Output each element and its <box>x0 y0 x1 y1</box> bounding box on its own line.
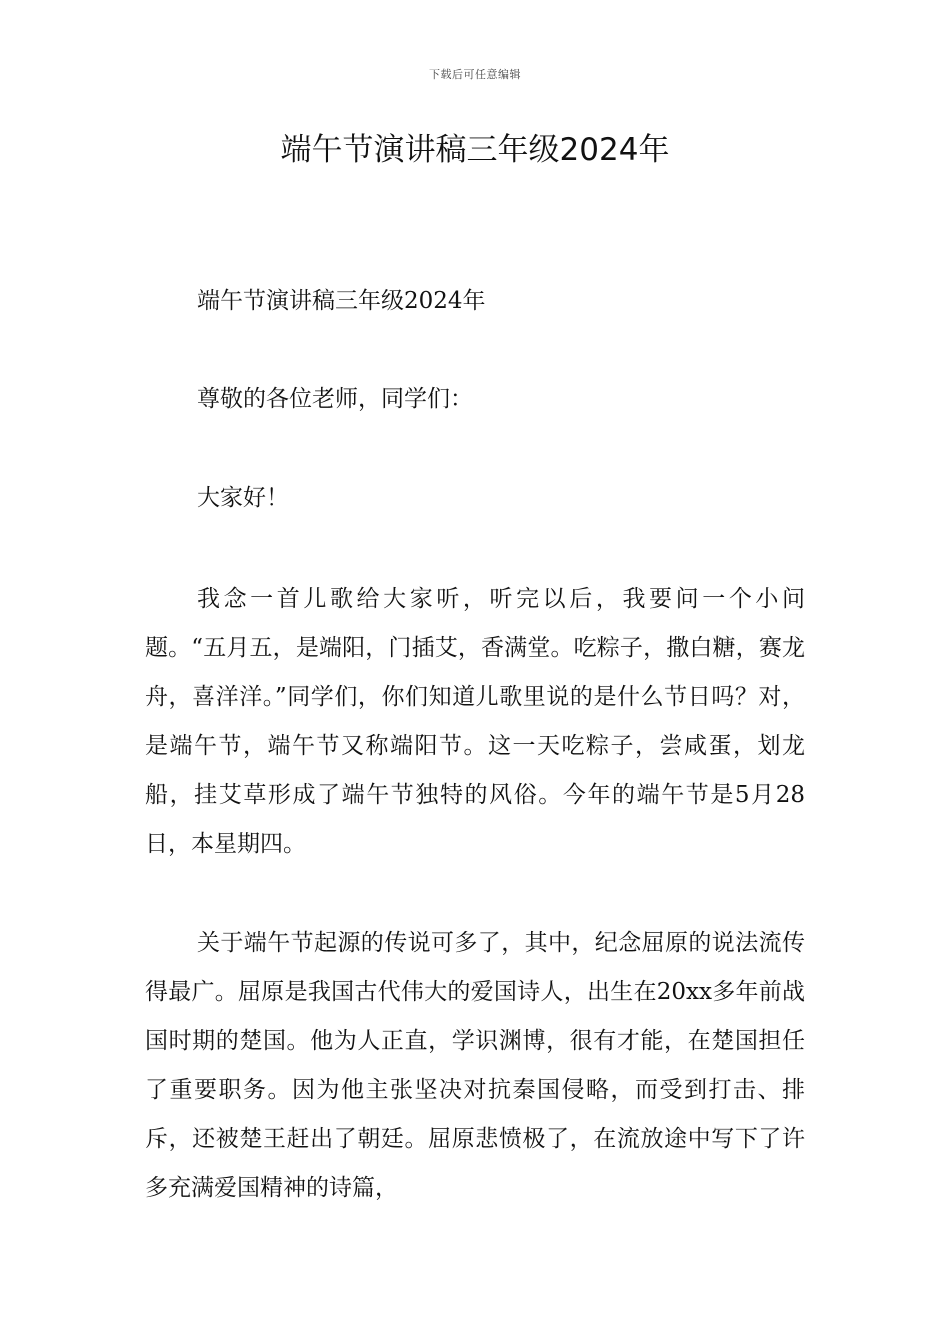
paragraph-nursery-rhyme: 我念一首儿歌给大家听，听完以后，我要问一个小问题。“五月五，是端阳，门插艾，香满堂。吃粽子，撒白糖，赛龙舟，喜洋洋。”同学们，你们知道儿歌里说的是什么节日吗？对，是端午节，端午节又称端阳节。这一天吃粽子，尝咸蛋，划龙船，挂艾草形成了端午节独特的风俗。今年的端午节是5月28日，本星期四。 <box>145 586 805 857</box>
paragraph-subtitle: 端午节演讲稿三年级2024年 <box>197 288 486 314</box>
paragraph-greeting: 大家好！ <box>197 485 289 511</box>
paragraph-salutation: 尊敬的各位老师，同学们： <box>197 386 473 412</box>
paragraph-qu-yuan: 关于端午节起源的传说可多了，其中，纪念屈原的说法流传得最广。屈原是我国古代伟大的爱国诗人，出生在20xx多年前战国时期的楚国。他为人正直，学识渊博，很有才能，在楚国担任了重要职务。因为他主张坚决对抗秦国侵略，而受到打击、排斥，还被楚王赶出了朝廷。屈原悲愤极了，在流放途中写下了许多充满爱国精神的诗篇， <box>145 930 805 1201</box>
header-note: 下载后可任意编辑 <box>429 68 521 81</box>
document-title: 端午节演讲稿三年级2024年 <box>280 132 670 168</box>
